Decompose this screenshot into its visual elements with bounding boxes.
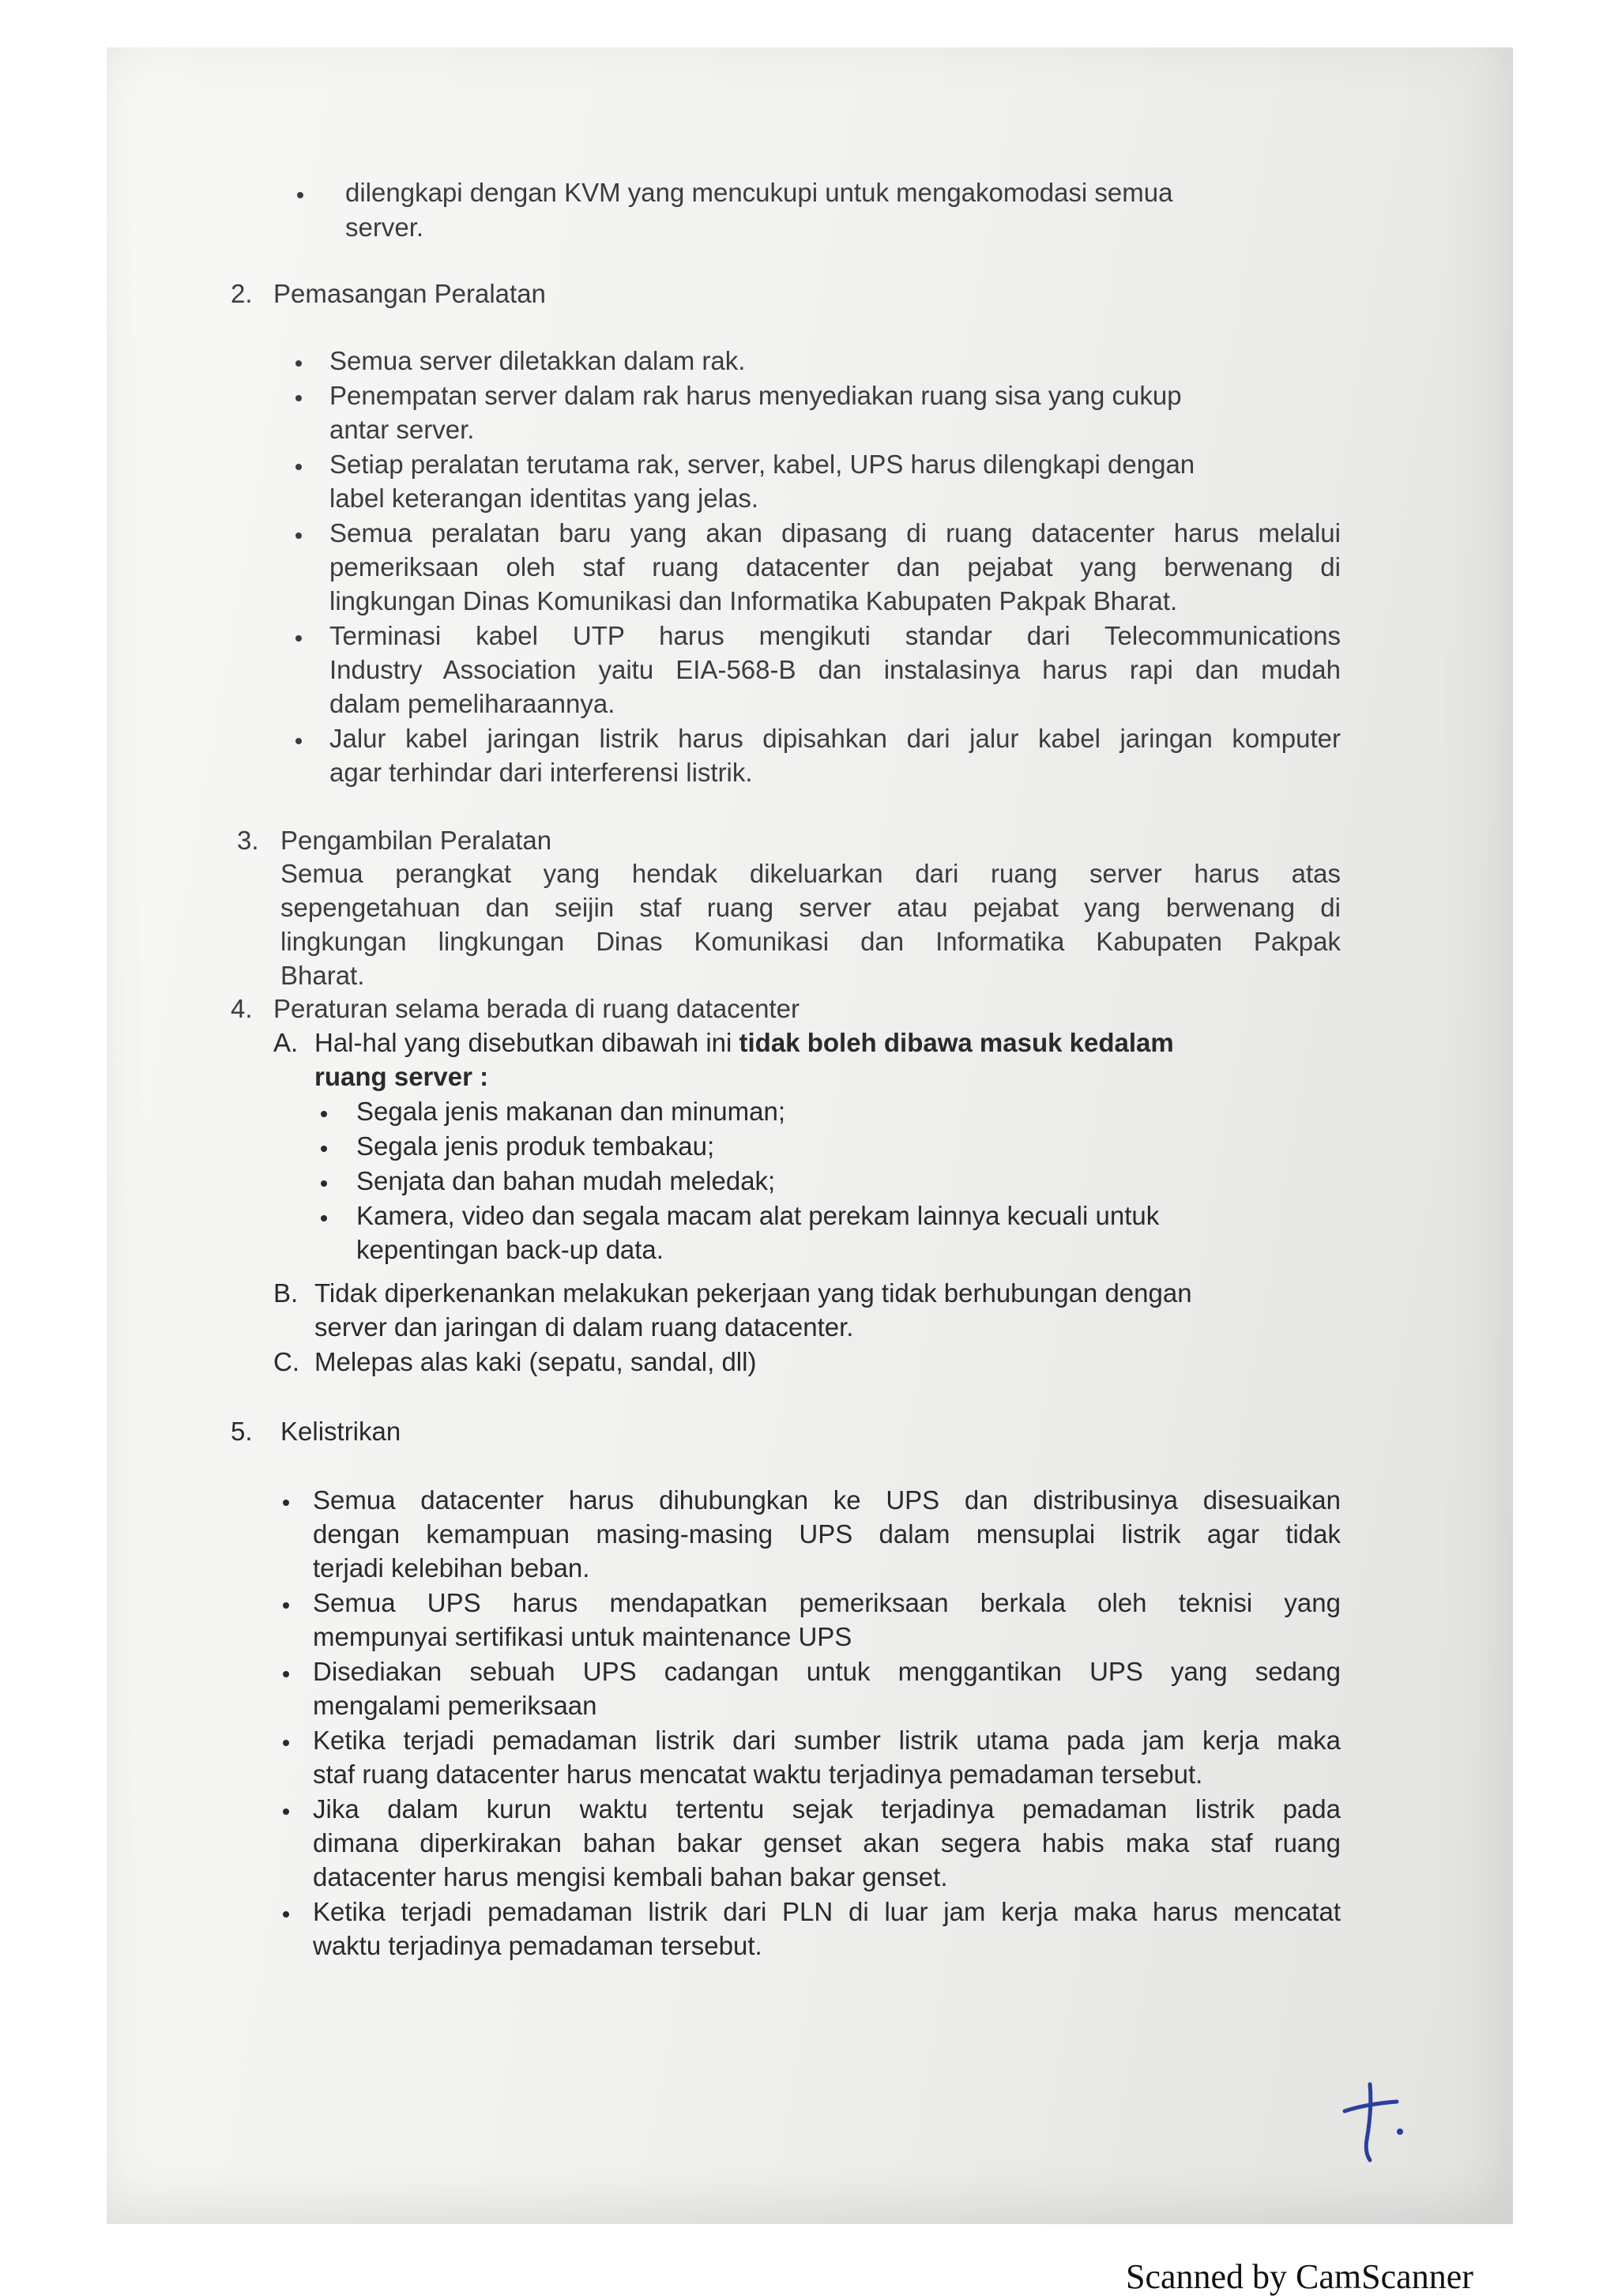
bullet-dot bbox=[283, 1740, 289, 1746]
s5-bullet-6-line-1: Ketika terjadi pemadaman listrik dari PLN di luar jam kerja maka harus mencatat bbox=[313, 1897, 1341, 1926]
bullet-dot bbox=[321, 1215, 327, 1221]
a-bullet-2: Segala jenis produk tembakau; bbox=[356, 1131, 715, 1161]
bullet-dot bbox=[297, 192, 303, 198]
section-4-title: Peraturan selama berada di ruang datacenter bbox=[273, 994, 800, 1023]
s3-line-3: lingkungan lingkungan Dinas Komunikasi dan Informatika Kabupaten Pakpak bbox=[280, 927, 1341, 956]
a-bullet-3: Senjata dan bahan mudah meledak; bbox=[356, 1166, 776, 1195]
s2-bullet-5-line-1: Terminasi kabel UTP harus mengikuti standar dari Telecommunications bbox=[329, 621, 1341, 650]
s5-bullet-2-line-1: Semua UPS harus mendapatkan pemeriksaan berkala oleh teknisi yang bbox=[313, 1588, 1341, 1617]
item-b-letter: B. bbox=[273, 1278, 299, 1308]
bullet-dot bbox=[321, 1180, 327, 1187]
s2-bullet-3-line-1: Setiap peralatan terutama rak, server, kabel, UPS harus dilengkapi dengan bbox=[329, 450, 1195, 479]
a-bullet-4-line-2: kepentingan back-up data. bbox=[356, 1235, 664, 1264]
item-a-line-2: ruang server : bbox=[314, 1062, 489, 1091]
s3-line-1: Semua perangkat yang hendak dikeluarkan dari ruang server harus atas bbox=[280, 859, 1341, 888]
s3-line-4: Bharat. bbox=[280, 961, 365, 990]
bullet-dot bbox=[321, 1146, 327, 1152]
section-2-number: 2. bbox=[231, 279, 253, 308]
s2-bullet-3-line-2: label keterangan identitas yang jelas. bbox=[329, 484, 759, 513]
item-a-letter: A. bbox=[273, 1028, 299, 1057]
s5-bullet-6-line-2: waktu terjadinya pemadaman tersebut. bbox=[313, 1931, 762, 1960]
bullet-dot bbox=[295, 738, 302, 744]
item-a-line-1 bbox=[314, 1026, 1174, 1060]
s5-bullet-5-line-1: Jika dalam kurun waktu tertentu sejak terjadinya pemadaman listrik pada bbox=[313, 1794, 1341, 1824]
s2-bullet-5-line-2: Industry Association yaitu EIA-568-B dan instalasinya harus rapi dan mudah bbox=[329, 655, 1341, 684]
bullet-dot bbox=[283, 1671, 289, 1677]
bullet-dot bbox=[283, 1500, 289, 1506]
section-3-title: Pengambilan Peralatan bbox=[280, 826, 552, 855]
s5-bullet-5-line-3: datacenter harus mengisi kembali bahan bakar genset. bbox=[313, 1862, 948, 1891]
bullet-dot bbox=[283, 1602, 289, 1609]
s2-bullet-6-line-1: Jalur kabel jaringan listrik harus dipisahkan dari jalur kabel jaringan komputer bbox=[329, 724, 1341, 753]
s5-bullet-3-line-2: mengalami pemeriksaan bbox=[313, 1691, 597, 1720]
s5-bullet-2-line-2: mempunyai sertifikasi untuk maintenance UPS bbox=[313, 1622, 852, 1651]
item-a-text-bold: tidak boleh dibawa masuk kedalam bbox=[739, 1028, 1174, 1057]
bullet-dot bbox=[321, 1111, 327, 1117]
bullet-dot bbox=[295, 360, 302, 367]
s2-bullet-4-line-3: lingkungan Dinas Komunikasi dan Informatika Kabupaten Pakpak Bharat. bbox=[329, 586, 1178, 615]
s3-line-2: sepengetahuan dan seijin staf ruang server atau pejabat yang berwenang di bbox=[280, 893, 1341, 922]
s5-bullet-1-line-1: Semua datacenter harus dihubungkan ke UPS dan distribusinya disesuaikan bbox=[313, 1485, 1341, 1515]
bullet-dot bbox=[295, 395, 302, 401]
bullet-dot bbox=[295, 464, 302, 470]
item-b-line-2: server dan jaringan di dalam ruang datacenter. bbox=[314, 1312, 854, 1342]
s2-bullet-5-line-3: dalam pemeliharaannya. bbox=[329, 689, 615, 718]
s2-bullet-2-line-1: Penempatan server dalam rak harus menyediakan ruang sisa yang cukup bbox=[329, 381, 1182, 410]
intro-bullet-line-1: dilengkapi dengan KVM yang mencukupi untuk mengakomodasi semua bbox=[345, 178, 1173, 207]
s2-bullet-2-line-2: antar server. bbox=[329, 415, 475, 444]
a-bullet-1: Segala jenis makanan dan minuman; bbox=[356, 1097, 786, 1126]
item-b-line-1: Tidak diperkenankan melakukan pekerjaan yang tidak berhubungan dengan bbox=[314, 1278, 1192, 1308]
s2-bullet-4-line-1: Semua peralatan baru yang akan dipasang di ruang datacenter harus melalui bbox=[329, 518, 1341, 548]
bullet-dot bbox=[295, 533, 302, 539]
s2-bullet-6-line-2: agar terhindar dari interferensi listrik. bbox=[329, 758, 753, 787]
section-4-number: 4. bbox=[231, 994, 253, 1023]
s5-bullet-1-line-2: dengan kemampuan masing-masing UPS dalam mensuplai listrik agar tidak bbox=[313, 1519, 1341, 1549]
section-2-title: Pemasangan Peralatan bbox=[273, 279, 546, 308]
s2-bullet-4-line-2: pemeriksaan oleh staf ruang datacenter dan pejabat yang berwenang di bbox=[329, 552, 1341, 582]
a-bullet-4-line-1: Kamera, video dan segala macam alat perekam lainnya kecuali untuk bbox=[356, 1201, 1160, 1230]
section-5-title: Kelistrikan bbox=[280, 1417, 401, 1446]
intro-bullet-line-2: server. bbox=[345, 213, 424, 242]
s5-bullet-4-line-2: staf ruang datacenter harus mencatat waktu terjadinya pemadaman tersebut. bbox=[313, 1760, 1203, 1789]
item-a-text-normal: Hal-hal yang disebutkan dibawah ini bbox=[314, 1028, 739, 1057]
s5-bullet-3-line-1: Disediakan sebuah UPS cadangan untuk menggantikan UPS yang sedang bbox=[313, 1657, 1341, 1686]
item-c-line-1: Melepas alas kaki (sepatu, sandal, dll) bbox=[314, 1347, 757, 1376]
section-3-number: 3. bbox=[237, 826, 259, 855]
s5-bullet-1-line-3: terjadi kelebihan beban. bbox=[313, 1553, 590, 1583]
bullet-dot bbox=[283, 1911, 289, 1918]
bullet-dot bbox=[283, 1809, 289, 1815]
s5-bullet-5-line-2: dimana diperkirakan bahan bakar genset akan segera habis maka staf ruang bbox=[313, 1828, 1341, 1858]
s2-bullet-1-line-1: Semua server diletakkan dalam rak. bbox=[329, 346, 746, 375]
bullet-dot bbox=[295, 635, 302, 642]
s5-bullet-4-line-1: Ketika terjadi pemadaman listrik dari sumber listrik utama pada jam kerja maka bbox=[313, 1726, 1341, 1755]
footer-watermark: Scanned by CamScanner bbox=[1126, 2257, 1473, 2296]
section-5-number: 5. bbox=[231, 1417, 253, 1446]
signature-mark bbox=[1335, 2078, 1406, 2165]
item-c-letter: C. bbox=[273, 1347, 299, 1376]
